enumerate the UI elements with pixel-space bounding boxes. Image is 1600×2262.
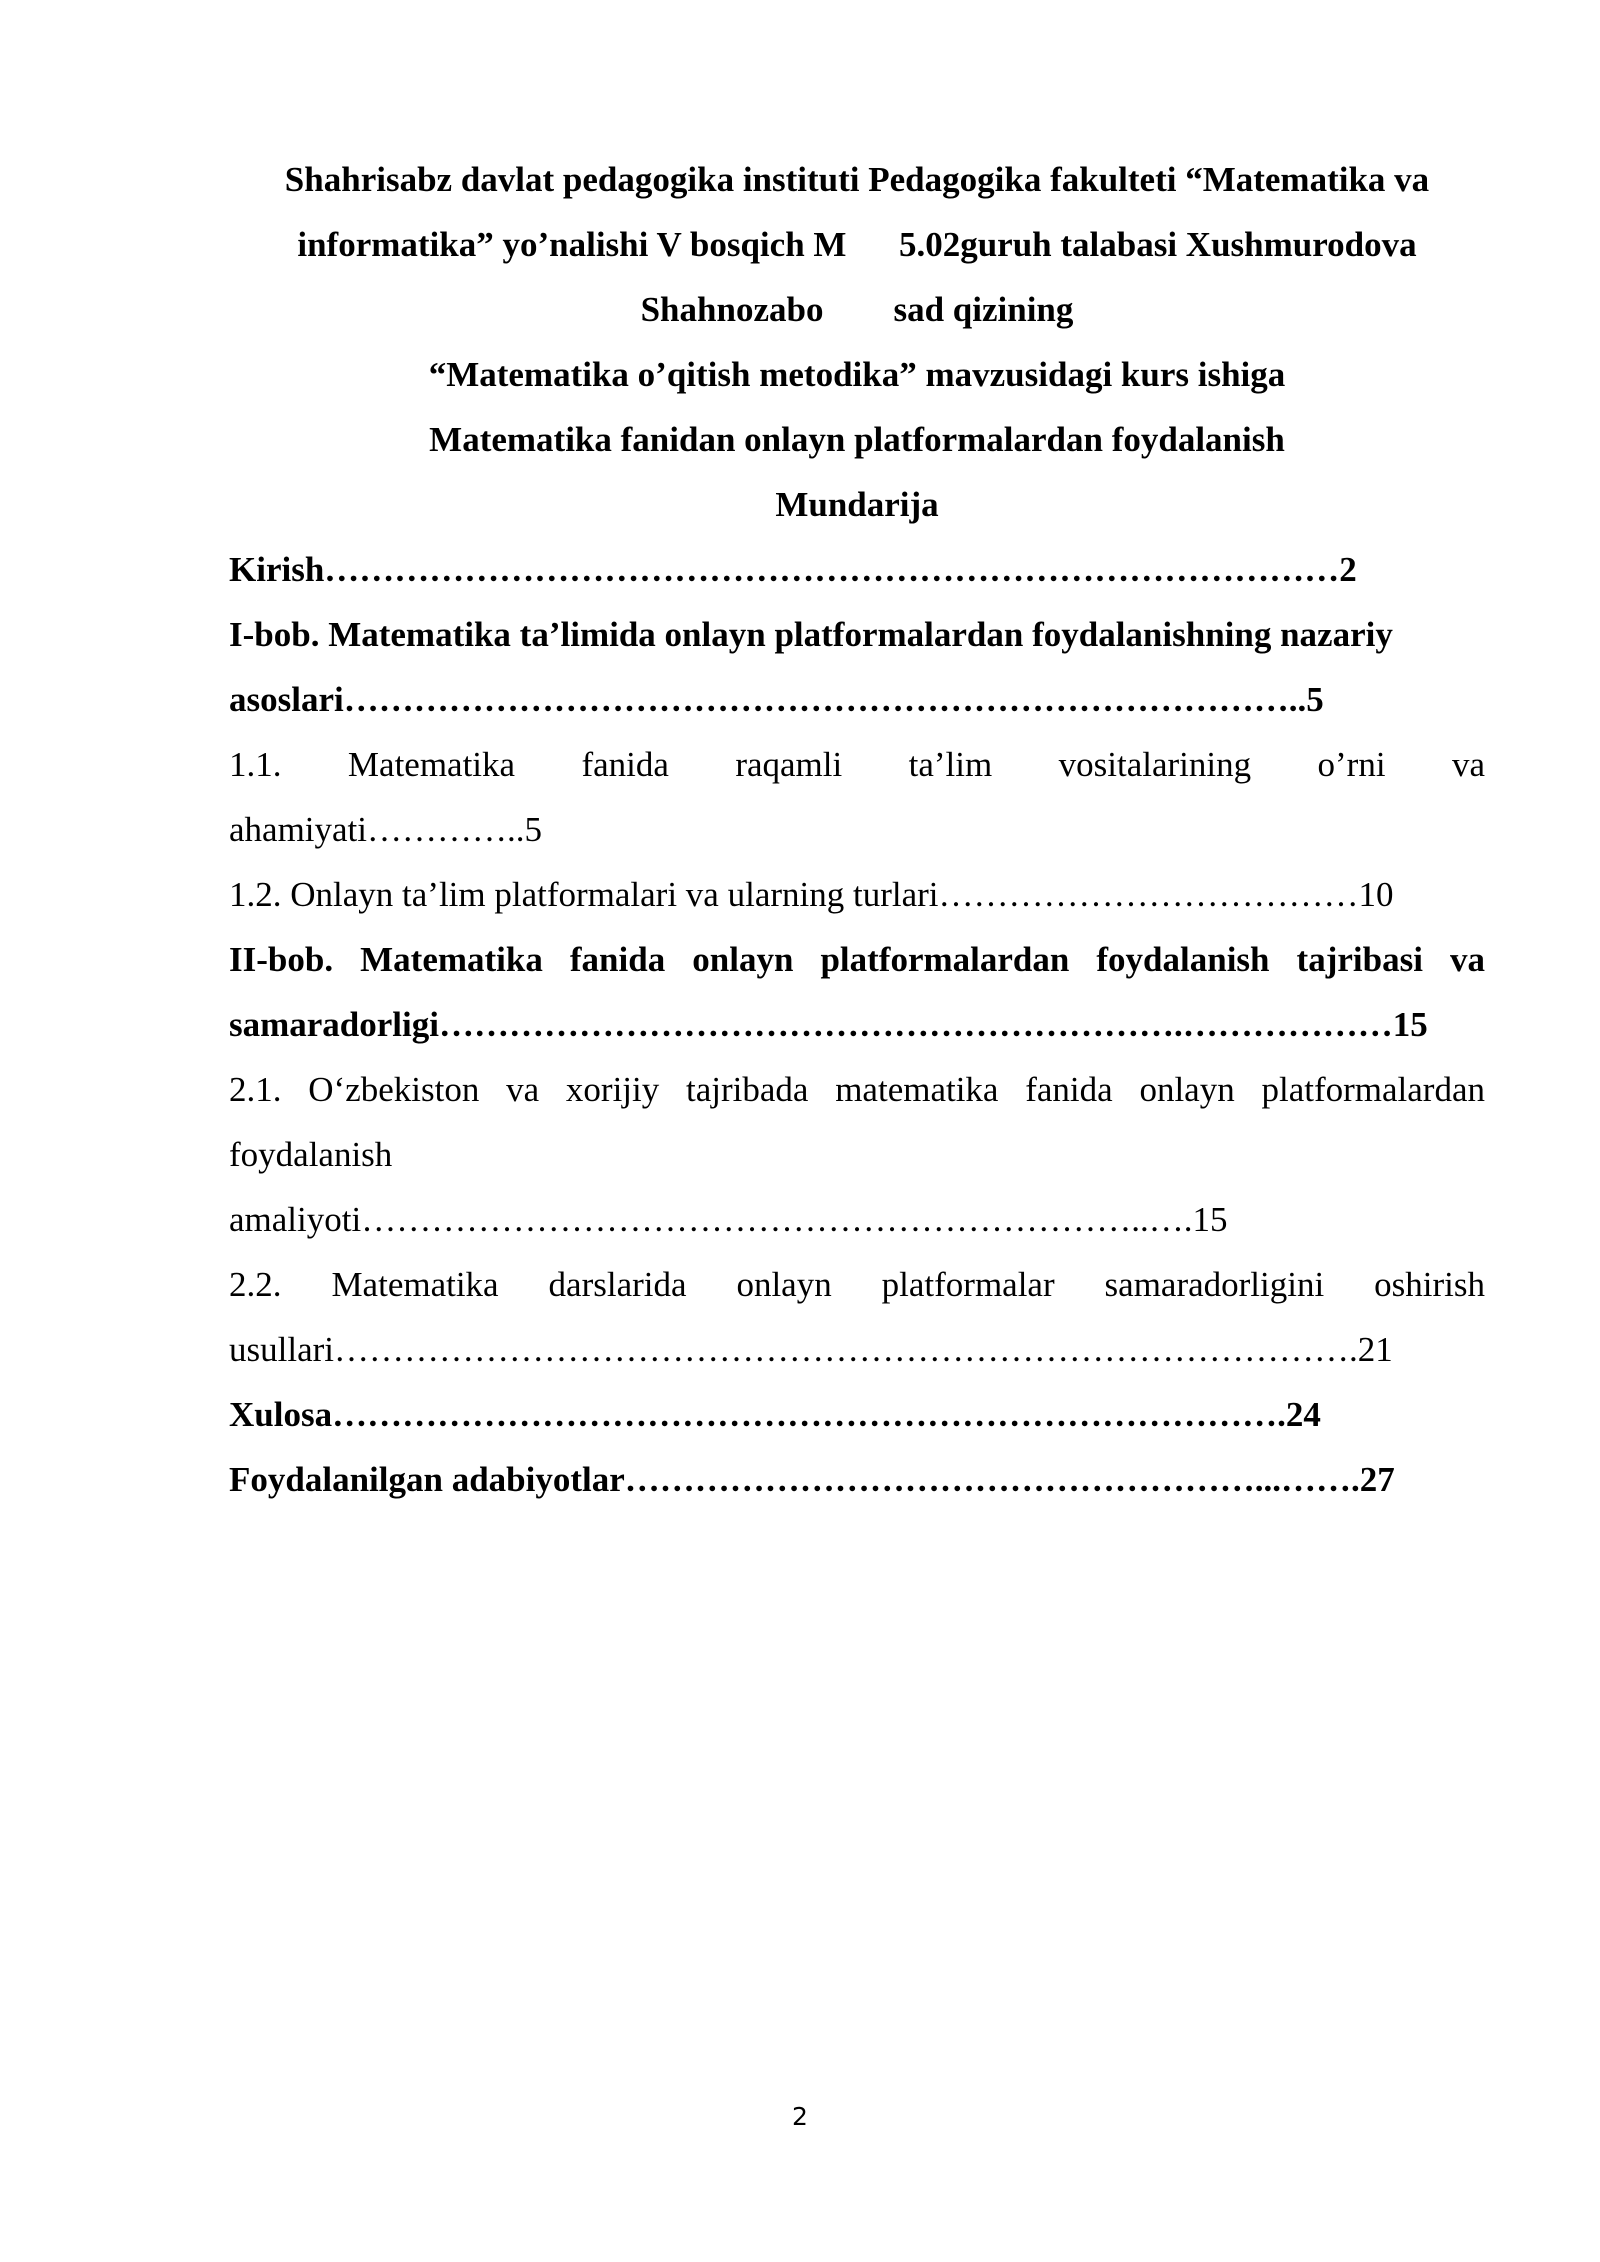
toc-entry-chapter-2-line-1: II-bob. Matematika fanida onlayn platformalardan foydalanish tajribasi va [229, 940, 1485, 979]
toc-entry-xulosa: Xulosa……………………………………………………………………….24 [229, 1395, 1321, 1434]
header-line-2: informatika” yo’nalishi V bosqich M 5.02guruh talabasi Xushmurodova [297, 225, 1417, 264]
content-block [229, 147, 1485, 1512]
page-number: 2 [792, 2102, 808, 2131]
topic-title: Matematika fanidan onlayn platformalardan foydalanish [429, 420, 1285, 459]
toc-entry-section-2-1-line-2: foydalanish [229, 1135, 393, 1174]
toc-entry-chapter-1-line-2: asoslari………………………………………………………………………..5 [229, 680, 1324, 719]
toc-entry-kirish: Kirish……………………………………………………………………………2 [229, 550, 1357, 589]
toc-entry-chapter-2-line-2: samaradorligi……………………………………………………….………………15 [229, 1005, 1428, 1044]
toc-entry-section-1-2: 1.2. Onlayn ta’lim platformalari va ularning turlari………………………………10 [229, 875, 1394, 914]
course-work-title: “Matematika o’qitish metodika” mavzusidagi kurs ishiga [428, 355, 1286, 394]
toc-entry-chapter-1-line-1: I-bob. Matematika ta’limida onlayn platformalardan foydalanishning nazariy [229, 615, 1393, 654]
toc-title: Mundarija [775, 485, 939, 524]
toc-entry-section-1-1-line-2: ahamiyati…………..5 [229, 810, 543, 849]
toc-entry-section-2-2-line-1: 2.2. Matematika darslarida onlayn platformalar samaradorligini oshirish [229, 1265, 1485, 1304]
header-line-1: Shahrisabz davlat pedagogika instituti Pedagogika fakulteti “Matematika va [284, 160, 1430, 199]
toc-entry-section-2-1-line-3: amaliyoti…………………………………………………………..….15 [229, 1200, 1228, 1239]
toc-entry-section-2-2-line-2: usullari…………………………………………………………………………….21 [229, 1330, 1393, 1369]
toc-entry-adabiyotlar: Foydalanilgan adabiyotlar………………………………………………...…….27 [229, 1460, 1395, 1499]
header-line-3: Shahnozabo sad qizining [640, 290, 1074, 329]
toc-entry-section-2-1-line-1: 2.1. O‘zbekiston va xorijiy tajribada matematika fanida onlayn platformalardan [229, 1070, 1485, 1109]
toc-entry-section-1-1-line-1: 1.1. Matematika fanida raqamli ta’lim vositalarining o’rni va [229, 745, 1485, 784]
